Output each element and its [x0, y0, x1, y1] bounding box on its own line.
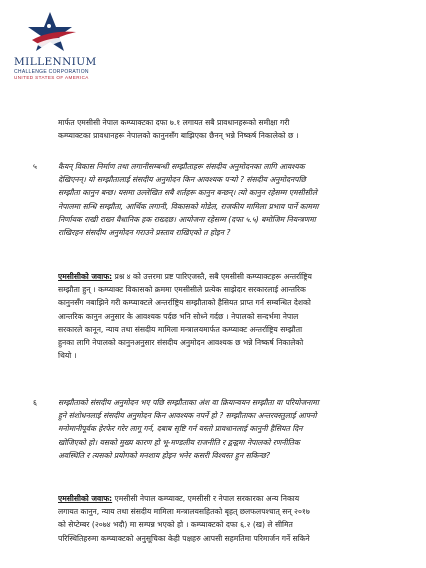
- text-line: मार्फत एमसीसी नेपाल कम्प्याक्टका दफा ७.१ लगायत सबै प्रावधानहरूको समीक्षा गरी: [58, 118, 290, 127]
- brand-subtitle: CHALLENGE CORPORATION: [14, 69, 89, 75]
- text-line: सम्झौताको संसदीय अनुमोदन भए पछि सम्झौताका अंश वा क्रियान्वयन सम्झौता वा परियोजनामा: [58, 398, 319, 407]
- mcc-logo: [14, 10, 104, 80]
- question-5: [58, 160, 380, 239]
- answer-6: [58, 492, 380, 545]
- question-6: [58, 396, 380, 462]
- star-logo-icon: [22, 10, 78, 54]
- answer-label: एमसीसीको जवाफ:: [58, 494, 113, 503]
- text-line: मनोमानीपूर्वक हेरफेर गरेर लागू गर्न, दबाब सृष्टि गर्न यस्तो प्रावधानलाई कानुनी हैसियत दिन: [58, 424, 303, 434]
- text-line: राखिरहन संसदीय अनुमोदन गराउने प्रस्ताव राखिएको त होइन ?: [58, 228, 231, 238]
- text-line: हुने संशोधनलाई संसदीय अनुमोदन किन आवश्यक नपर्ने हो ? सम्झौताका अन्तरवस्तुलाई आफ्नो: [58, 411, 317, 421]
- text-line: अवस्थिति र त्यसको प्रयोगको मनशाय होइन भनेर कसरी विश्वस्त हुन सकिन्छ?: [58, 450, 271, 460]
- text-line: सम्झौता हुन् । कम्प्याक्ट विकासको क्रममा एमसीसीले प्रत्येक साझेदार सरकारलाई आन्तरिक: [58, 285, 306, 295]
- text-line: कम्प्याक्टका प्रावधानहरू नेपालको कानुनसँग बाझिएका छैनन् भन्ने निष्कर्ष निकालेको छ ।: [58, 131, 299, 141]
- text-line: सम्झौता कानुन बन्छ। यसमा उल्लेखित सबै शर्तहरू कानुन बन्छन्। त्यो कानुन रहेसम्म एमसीसीले: [58, 188, 317, 198]
- text-line: थियो ।: [58, 351, 77, 361]
- question-number: ५: [33, 162, 37, 171]
- text-line: कैयन् विकास निर्माण तथा लगानीसम्बन्धी सम्झौताहरू संसदीय अनुमोदनका लागि आवश्यक: [58, 162, 305, 171]
- text-line: हुनका लागि नेपालको कानुनअनुसार संसदीय अनुमोदन आवश्यक छ भन्ने निष्कर्ष निकालेको: [58, 338, 304, 348]
- brand-name: MILLENNIUM: [14, 56, 97, 68]
- text-line: एमसीसी नेपाल कम्प्याक्ट, एमसीसी र नेपाल सरकारका अन्य निकाय: [112, 494, 300, 503]
- text-line: देखिएनन्। यो सम्झौतालाई संसदीय अनुमोदन किन आवश्यक पऱ्यो ? संसदीय अनुमोदनपछि: [58, 175, 306, 185]
- text-line: आन्तरिक कानुन अनुसार के आवश्यक पर्दछ भनि सोध्ने गर्दछ । नेपालको सन्दर्भमा नेपाल: [58, 311, 299, 321]
- text-line: परिस्थितिहरुमा कम्प्याक्टको अनुसूचिका केही पक्षहरु आपसी सहमतिमा परिमार्जन गर्ने सकिने: [58, 533, 310, 543]
- text-line: नेपालमा सन्धि सम्झौता, आर्थिक लगानी, विकासको मोडेल, राजकीय मामिला प्रभाव पार्ने काममा: [58, 201, 319, 211]
- text-line: को सेप्टेम्बर (२०७४ भदौ) मा सम्पन्न भएको हो । कम्प्याक्टको दफा ६.२ (ख) ले सीमित: [58, 520, 293, 530]
- text-line: प्रश्न ४ को उत्तरमा प्रष्ट पारिएजस्तै, सबै एमसीसी कम्प्याक्टहरू अन्तर्राष्ट्रिय: [112, 272, 312, 281]
- text-line: निर्णायक राखी राख्न वैधानिक हक राख्दछ। आयोजना रहेसम्म (दफा ५.५) बमोजिम नियन्त्रणमा: [58, 214, 316, 224]
- answer-5: [58, 270, 380, 362]
- answer-label: एमसीसीको जवाफ:: [58, 272, 113, 281]
- question-number: ६: [33, 398, 37, 407]
- text-line: खोजिएको हो। यसको मुख्य कारण हो भू-मण्डलीय राजनीति र द्वन्द्वमा नेपालको रणनीतिक: [58, 437, 300, 447]
- intro-paragraph: [58, 116, 380, 142]
- text-line: लगायत कानुन, न्याय तथा संसदीय मामिला मन्त्रालयसहितको बृहत् छलफलपश्चात् सन् २०१७: [58, 507, 310, 517]
- text-line: सरकारले कानून, न्याय तथा संसदीय मामिला मन्त्रालयमार्फत कम्प्याक्ट अन्तर्राष्ट्रिय सम्झौता: [58, 324, 303, 334]
- brand-country: UNITED STATES OF AMERICA: [14, 75, 89, 80]
- text-line: कानुनसँग नबाझिने गरी कम्प्याक्टले अन्तर्राष्ट्रिय सम्झौताको हैसियत प्राप्त गर्न सम्बन्धित देशको: [58, 298, 311, 308]
